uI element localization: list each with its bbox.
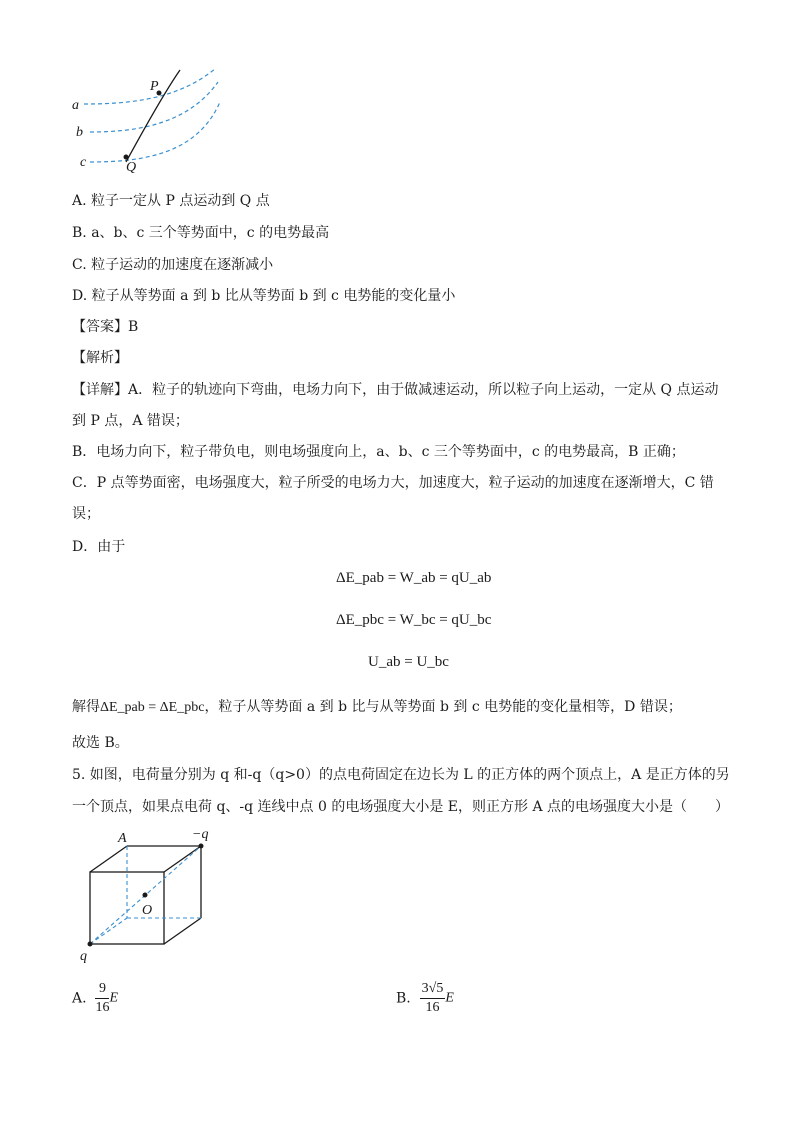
label-q: q — [80, 949, 87, 964]
answer: 【答案】B — [72, 319, 139, 335]
option-a: A. 粒子一定从 P 点运动到 Q 点 — [72, 193, 270, 209]
analysis-line: 误； — [72, 506, 100, 522]
analysis-title: 【解析】 — [72, 350, 128, 366]
label-q: Q — [126, 160, 137, 174]
equation-1: ΔE_pab = W_ab = qU_ab — [336, 570, 492, 586]
charge-neg-q-point — [199, 844, 204, 849]
option-b: B. a、b、c 三个等势面中，c 的电势最高 — [72, 225, 330, 241]
analysis-line: C．P 点等势面密，电场强度大，粒子所受的电场力大，加速度大，粒子运动的加速度在逐渐增大，C 错 — [72, 475, 714, 491]
question-5-line-2: 一个顶点，如果点电荷 q、-q 连线中点 0 的电场强度大小是 E，则正方形 A 点的电场强度大小是（ ） — [72, 799, 730, 815]
solve-equation: ΔE_pab = ΔE_pbc — [100, 700, 205, 715]
label-p: P — [150, 79, 159, 94]
label-a: a — [72, 98, 79, 113]
cube-edge — [164, 918, 201, 944]
equipotential-figure — [68, 62, 228, 174]
midpoint-o — [143, 893, 148, 898]
option-c: C. 粒子运动的加速度在逐渐减小 — [72, 257, 274, 273]
equation-2: ΔE_pbc = W_bc = qU_bc — [336, 612, 492, 628]
conclusion: 故选 B。 — [72, 735, 129, 751]
analysis-line: B．电场力向下，粒子带负电，则电场强度向上，a、b、c 三个等势面中，c 的电势最高，B 正确； — [72, 444, 685, 460]
option-d: D. 粒子从等势面 a 到 b 比从等势面 b 到 c 电势能的变化量小 — [72, 288, 456, 304]
label-A: A — [118, 831, 127, 846]
fraction: $\frac{3√5}{16}$ — [421, 981, 444, 1015]
question-5-option-b: B. $\frac{3√5}{16}$ E — [396, 981, 454, 1015]
equation-3: U_ab = U_bc — [368, 654, 449, 670]
question-5-option-a: A. $\frac{9}{16}$ E — [72, 981, 119, 1015]
cube-edge — [90, 846, 127, 872]
label-neg-q: −q — [192, 827, 209, 842]
question-5-line-1: 5. 如图，电荷量分别为 q 和-q（q>0）的点电荷固定在边长为 L 的正方体的两个顶点上，A 是正方体的另 — [72, 767, 730, 783]
label-b: b — [76, 125, 83, 140]
charge-q-point — [88, 942, 93, 947]
solve-line: 解得ΔE_pab = ΔE_pbc，粒子从等势面 a 到 b 比与从等势面 b 到 c 电势能的变化量相等，D 错误； — [72, 699, 682, 715]
cube-figure — [74, 822, 234, 964]
fraction: $\frac{9}{16}$ — [95, 981, 110, 1015]
label-c: c — [80, 155, 87, 170]
point-q — [124, 155, 129, 160]
cube-edge — [164, 846, 201, 872]
cube-hidden-edge — [90, 918, 127, 944]
analysis-line: 【详解】A．粒子的轨迹向下弯曲，电场力向下，由于做减速运动，所以粒子向上运动，一定从 Q 点运动 — [72, 382, 719, 398]
analysis-line: 到 P 点，A 错误； — [72, 413, 189, 429]
analysis-line: D．由于 — [72, 539, 126, 555]
label-O: O — [142, 903, 153, 918]
